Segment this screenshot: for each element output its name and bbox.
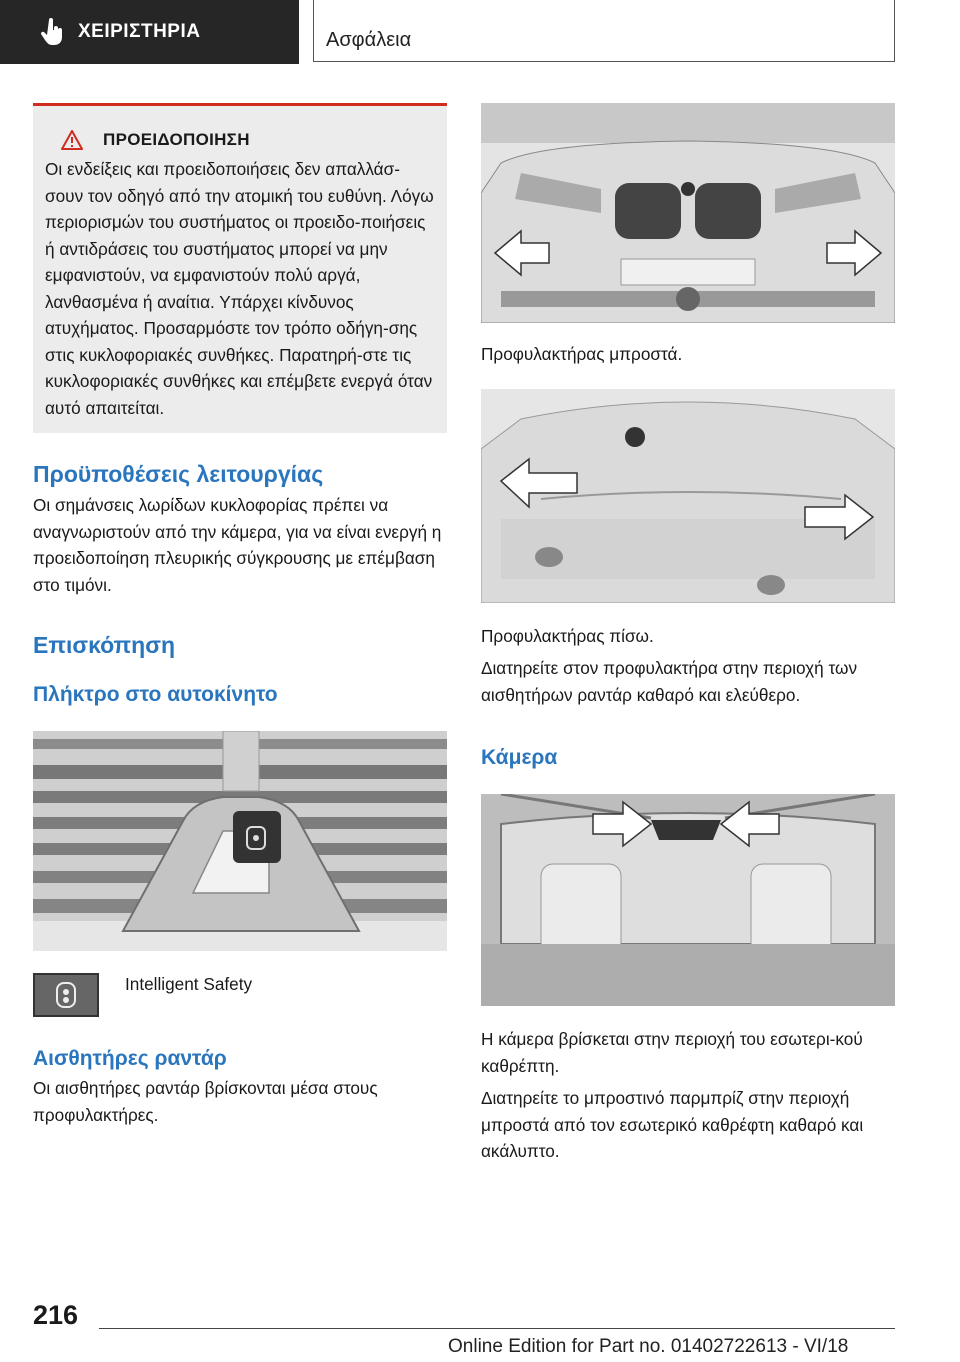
button-heading: Πλήκτρο στο αυτοκίνητο xyxy=(33,683,278,706)
rear-bumper-image xyxy=(481,389,895,603)
camera-location-text: Η κάμερα βρίσκεται στην περιοχή του εσωτερι-κού καθρέπτη. xyxy=(481,1029,863,1076)
intelligent-safety-button-icon xyxy=(33,973,99,1017)
intelligent-safety-caption: Intelligent Safety xyxy=(125,974,253,994)
warning-triangle-icon xyxy=(61,130,83,150)
rear-bumper-caption: Προφυλακτήρας πίσω. xyxy=(481,626,654,646)
warning-text: Οι ενδείξεις και προειδοποιήσεις δεν απαλλάσ-σουν τον οδηγό από την ατομική του ευθύνη. Λόγω περιορισμών του συστήματος οι προειδο-ποιήσεις ή αντιδράσεις του συστήματος μπορεί να μην εμφανιστούν, να εμφανιστούν πολύ αργά, λανθασμένα ή αναίτια. Υπάρχει κίνδυνος ατυχήματος. Προσαρμόστε τον τρόπο οδήγη-σης στις κυκλοφοριακές συνθήκες. Παρατηρή-στε τις κυκλοφοριακές συνθήκες και επέμβετε ενεργά όταν αυτό απαιτείται. xyxy=(45,159,434,418)
overview-heading: Επισκόπηση xyxy=(33,632,175,658)
warning-title: ΠΡΟΕΙΔΟΠΟΙΗΣΗ xyxy=(103,130,250,149)
page-number: 216 xyxy=(33,1300,79,1330)
footer-divider xyxy=(99,1328,895,1329)
radar-text: Οι αισθητήρες ραντάρ βρίσκονται μέσα στους προφυλακτήρες. xyxy=(33,1078,378,1125)
camera-keep-clean: Διατηρείτε το μπροστινό παρμπρίζ στην περιοχή μπροστά από τον εσωτερικό καθρέφτη καθαρό και ακάλυπτο. xyxy=(481,1088,864,1161)
front-bumper-caption: Προφυλακτήρας μπροστά. xyxy=(481,344,683,364)
warning-box xyxy=(33,103,447,433)
section-title: Ασφάλεια xyxy=(326,29,412,51)
right-column xyxy=(481,103,895,1165)
edition-text: Online Edition for Part no. 01402722613 - VI/18 xyxy=(448,1336,849,1357)
left-column xyxy=(33,103,447,1128)
prerequisites-heading: Προϋποθέσεις λειτουργίας xyxy=(33,461,324,487)
chapter-tab xyxy=(0,0,299,64)
camera-image xyxy=(481,794,895,1006)
chapter-title: ΧΕΙΡΙΣΤΗΡΙΑ xyxy=(78,21,201,42)
prerequisites-text: Οι σημάνσεις λωρίδων κυκλοφορίας πρέπει να αναγνωριστούν από την κάμερα, για να είναι ενεργή η προειδοποίηση πλευρικής σύγκρουσης με επέμβαση στο τιμόνι. xyxy=(33,495,442,595)
camera-heading: Κάμερα xyxy=(481,746,558,769)
section-header xyxy=(313,0,895,62)
hand-pointer-icon xyxy=(40,18,64,46)
front-bumper-image xyxy=(481,103,895,323)
radar-heading: Αισθητήρες ραντάρ xyxy=(33,1047,227,1070)
radar-keep-clean: Διατηρείτε στον προφυλακτήρα στην περιοχή των αισθητήρων ραντάρ καθαρό και ελεύθερο. xyxy=(481,658,858,705)
grille-button-image xyxy=(33,731,447,951)
